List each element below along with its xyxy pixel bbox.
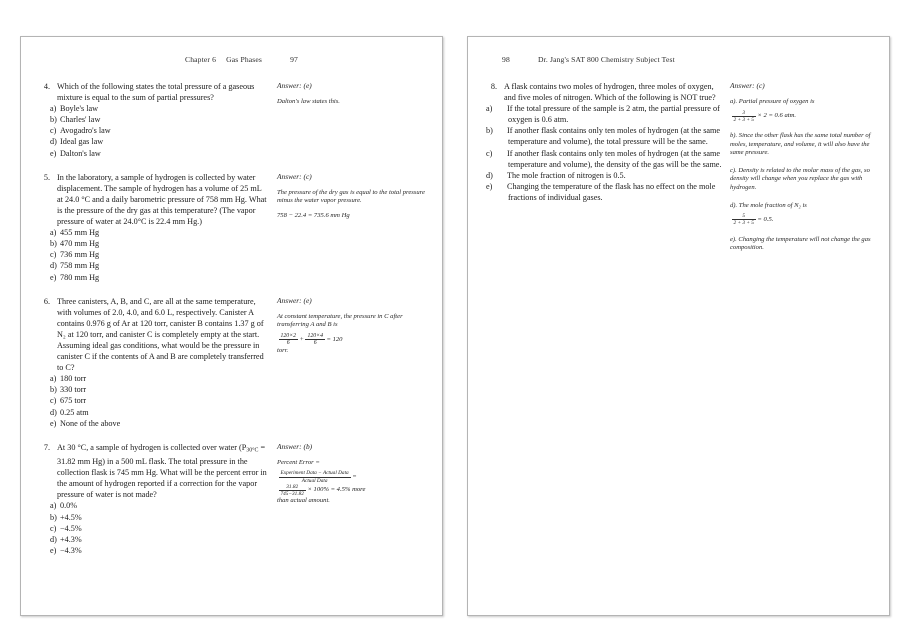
page-header-right <box>484 55 873 69</box>
choice-4b[interactable]: b) Charles' law <box>50 115 101 125</box>
percent-error-tail2: than actual amount. <box>277 497 330 505</box>
choice-4d[interactable]: d) Ideal gas law <box>50 137 104 147</box>
question-body-6 <box>37 296 269 429</box>
answer-equation-6 <box>277 333 426 347</box>
choice-6a[interactable]: a) 180 torr <box>50 374 87 384</box>
answer-note-4: Dalton's law states this. <box>277 98 340 105</box>
stem-part-2: = 31.82 mm Hg) in a 500 mL flask. The total pressure in the collection flask is 745 mm Hg. What will be the percent error in the amount of hydrogen reported if a correction for the vapor pressure of water is not made? <box>57 442 267 500</box>
fraction-2: $\frac{120\times 4}{6}$ <box>307 332 323 347</box>
question-stem-4: Which of the following states the total pressure of a gaseous mixture is equal to the sum of partial pressures? <box>57 82 255 103</box>
percent-error-numeric <box>277 484 426 497</box>
choice-8c[interactable]: c) If another flask contains only ten moles of hydrogen (at the same temperature and volume), the density of the gas will be the same. <box>486 148 722 169</box>
choice-7a[interactable]: a) 0.0% <box>50 501 78 511</box>
answer-8a-equation <box>730 110 873 123</box>
percent-error-label: Percent Error = <box>277 458 320 466</box>
equals-sign-1: = <box>352 472 357 480</box>
answer-column-5 <box>269 172 426 227</box>
choice-6d[interactable]: d) 0.25 atm <box>50 407 89 417</box>
answer-8d-equation <box>730 213 873 226</box>
choice-5a[interactable]: a) 455 mm Hg <box>50 228 100 238</box>
question-number-4: 4. <box>43 82 50 91</box>
question-block-5 <box>37 172 426 283</box>
question-stem-7 <box>57 442 269 501</box>
answer-unit-6: torr. <box>277 346 289 354</box>
fraction-experiment-actual: $\frac{\text{Experiment Data − Actual Data}}{\text{Actual Data}}$ <box>280 470 349 484</box>
page-right <box>467 36 890 616</box>
question-stem-6: Three canisters, A, B, and C, are all at the same temperature, with volumes of 2.0, 4.0, and 6.0 L, respectively. Canister A contains 0.976 g of Ar at 120 torr, canister B contains 1.37 g of N₂ at 120 torr, and canister C is completely empty at the start. Assuming ideal gas conditions, what would be the pressure in canister C if the contents of A and B are completely transferred to C? <box>57 296 264 373</box>
choice-list-7 <box>37 500 269 555</box>
fraction-oxygen-mole: $\frac{3}{2 + 3 + 5}$ <box>733 109 754 123</box>
question-body-4 <box>37 81 269 159</box>
fraction-numeric: $\frac{31.82}{745-31.82}$ <box>280 483 304 497</box>
question-block-4 <box>37 81 426 159</box>
choice-5c[interactable]: c) 736 mm Hg <box>50 250 100 260</box>
answer-8d-lead: d). The mole fraction of N₂ is <box>730 201 807 209</box>
choice-8d[interactable]: d) The mole fraction of nitrogen is 0.5. <box>486 170 626 180</box>
answer-note-5: The pressure of the dry gas is equal to the total pressure minus the water vapor pressure. <box>277 188 425 205</box>
choice-4a[interactable]: a) Boyle's law <box>50 104 99 114</box>
choice-list-4 <box>37 103 269 158</box>
question-block-6 <box>37 296 426 429</box>
choice-5d[interactable]: d) 758 mm Hg <box>50 261 100 271</box>
question-number-8: 8. <box>490 82 497 91</box>
choice-7e[interactable]: e) −4.3% <box>50 545 82 555</box>
page-left <box>20 36 443 616</box>
answer-label-4: Answer: (e) <box>277 81 312 90</box>
fraction-1: $\frac{120\times 2}{6}$ <box>280 332 297 347</box>
answer-8a-lead: a). Partial pressure of oxygen is <box>730 98 815 105</box>
answer-8d-tail: = 0.5. <box>757 215 774 223</box>
choice-4e[interactable]: e) Dalton's law <box>50 148 101 158</box>
stem-subscript: 30°C <box>246 447 259 454</box>
header-chapter: Chapter 6 <box>185 55 217 64</box>
answer-column-8 <box>722 81 873 259</box>
answer-8c-note: c). Density is related to the molar mass of the gas, so density will change when you replace the gas with hydrogen. <box>730 166 870 191</box>
choice-7d[interactable]: d) +4.3% <box>50 534 82 544</box>
choice-5e[interactable]: e) 780 mm Hg <box>50 272 100 282</box>
answer-label-7: Answer: (b) <box>277 441 313 451</box>
question-number-5: 5. <box>43 172 50 182</box>
choice-4c[interactable]: c) Avogadro's law <box>50 126 111 136</box>
answer-label-5: Answer: (c) <box>277 171 312 181</box>
question-block-7 <box>37 442 426 556</box>
question-number-6: 6. <box>43 296 50 306</box>
question-body-5 <box>37 172 269 283</box>
choice-list-5 <box>37 227 269 282</box>
question-body-8 <box>484 81 722 203</box>
equation-operator: + <box>299 335 304 343</box>
header-page-number: 97 <box>290 55 299 64</box>
question-stem-8: A flask contains two moles of hydrogen, three moles of oxygen, and five moles of nitrogen. Which of the following is NOT true? <box>504 82 716 103</box>
header-book-title: Dr. Jang's SAT 800 Chemistry Subject Test <box>537 55 675 64</box>
question-body-7 <box>37 442 269 556</box>
header-topic: Gas Phases <box>226 55 263 64</box>
choice-5b[interactable]: b) 470 mm Hg <box>50 239 100 249</box>
percent-error-tail: × 100% = 4.5% more <box>307 486 366 494</box>
question-stem-5: In the laboratory, a sample of hydrogen is collected by water displacement. The sample of hydrogen has a volume of 25 mL at 24.0 °C and a daily barometric pressure of 758 mm Hg. What is the pressure of the dry gas at this temperature? (The vapor pressure of water at 24.0°C is 22.4 mm Hg.) <box>57 172 267 227</box>
answer-calc-5: 758 − 22.4 = 735.6 mm Hg <box>277 211 350 219</box>
choice-6b[interactable]: b) 330 torr <box>50 385 87 395</box>
percent-error-ratio <box>277 470 426 483</box>
answer-8a-tail: × 2 = 0.6 atm. <box>757 112 796 119</box>
answer-8e-note: e). Changing the temperature will not change the gas composition. <box>730 235 871 252</box>
answer-label-8: Answer: (c) <box>730 81 765 90</box>
fraction-nitrogen-mole: $\frac{5}{2 + 3 + 5}$ <box>733 213 754 227</box>
answer-note-6: At constant temperature, the pressure in C after transferring A and B is <box>277 312 403 329</box>
choice-8e[interactable]: e) Changing the temperature of the flask has no effect on the mole fractions of individual gases. <box>486 181 716 202</box>
stem-part-1: At 30 °C, a sample of hydrogen is collected over water (P <box>57 442 247 452</box>
answer-label-6: Answer: (e) <box>277 295 312 305</box>
answer-column-4 <box>269 81 426 113</box>
answer-column-7 <box>269 442 426 512</box>
choice-8b[interactable]: b) If another flask contains only ten moles of hydrogen (at the same temperature and volume), the total pressure will be the same. <box>486 126 721 147</box>
choice-7c[interactable]: c) −4.5% <box>50 523 82 533</box>
question-block-8 <box>484 81 873 259</box>
choice-8a[interactable]: a) If the total pressure of the sample is 2 atm, the partial pressure of oxygen is 0.6 atm. <box>486 104 720 125</box>
answer-column-6 <box>269 296 426 362</box>
choice-list-8 <box>484 103 722 203</box>
question-number-7: 7. <box>43 442 50 452</box>
choice-6e[interactable]: e) None of the above <box>50 418 121 428</box>
choice-list-6 <box>37 373 269 428</box>
choice-6c[interactable]: c) 675 torr <box>50 396 87 406</box>
page-header-left <box>37 55 426 69</box>
equation-result: = 120 <box>326 335 343 343</box>
choice-7b[interactable]: b) +4.5% <box>50 512 82 522</box>
header-page-number-right: 98 <box>502 55 510 64</box>
answer-8b-note: b). Since the other flask has the same total number of moles, temperature, and volume, it will also have the same pressure. <box>730 132 871 157</box>
